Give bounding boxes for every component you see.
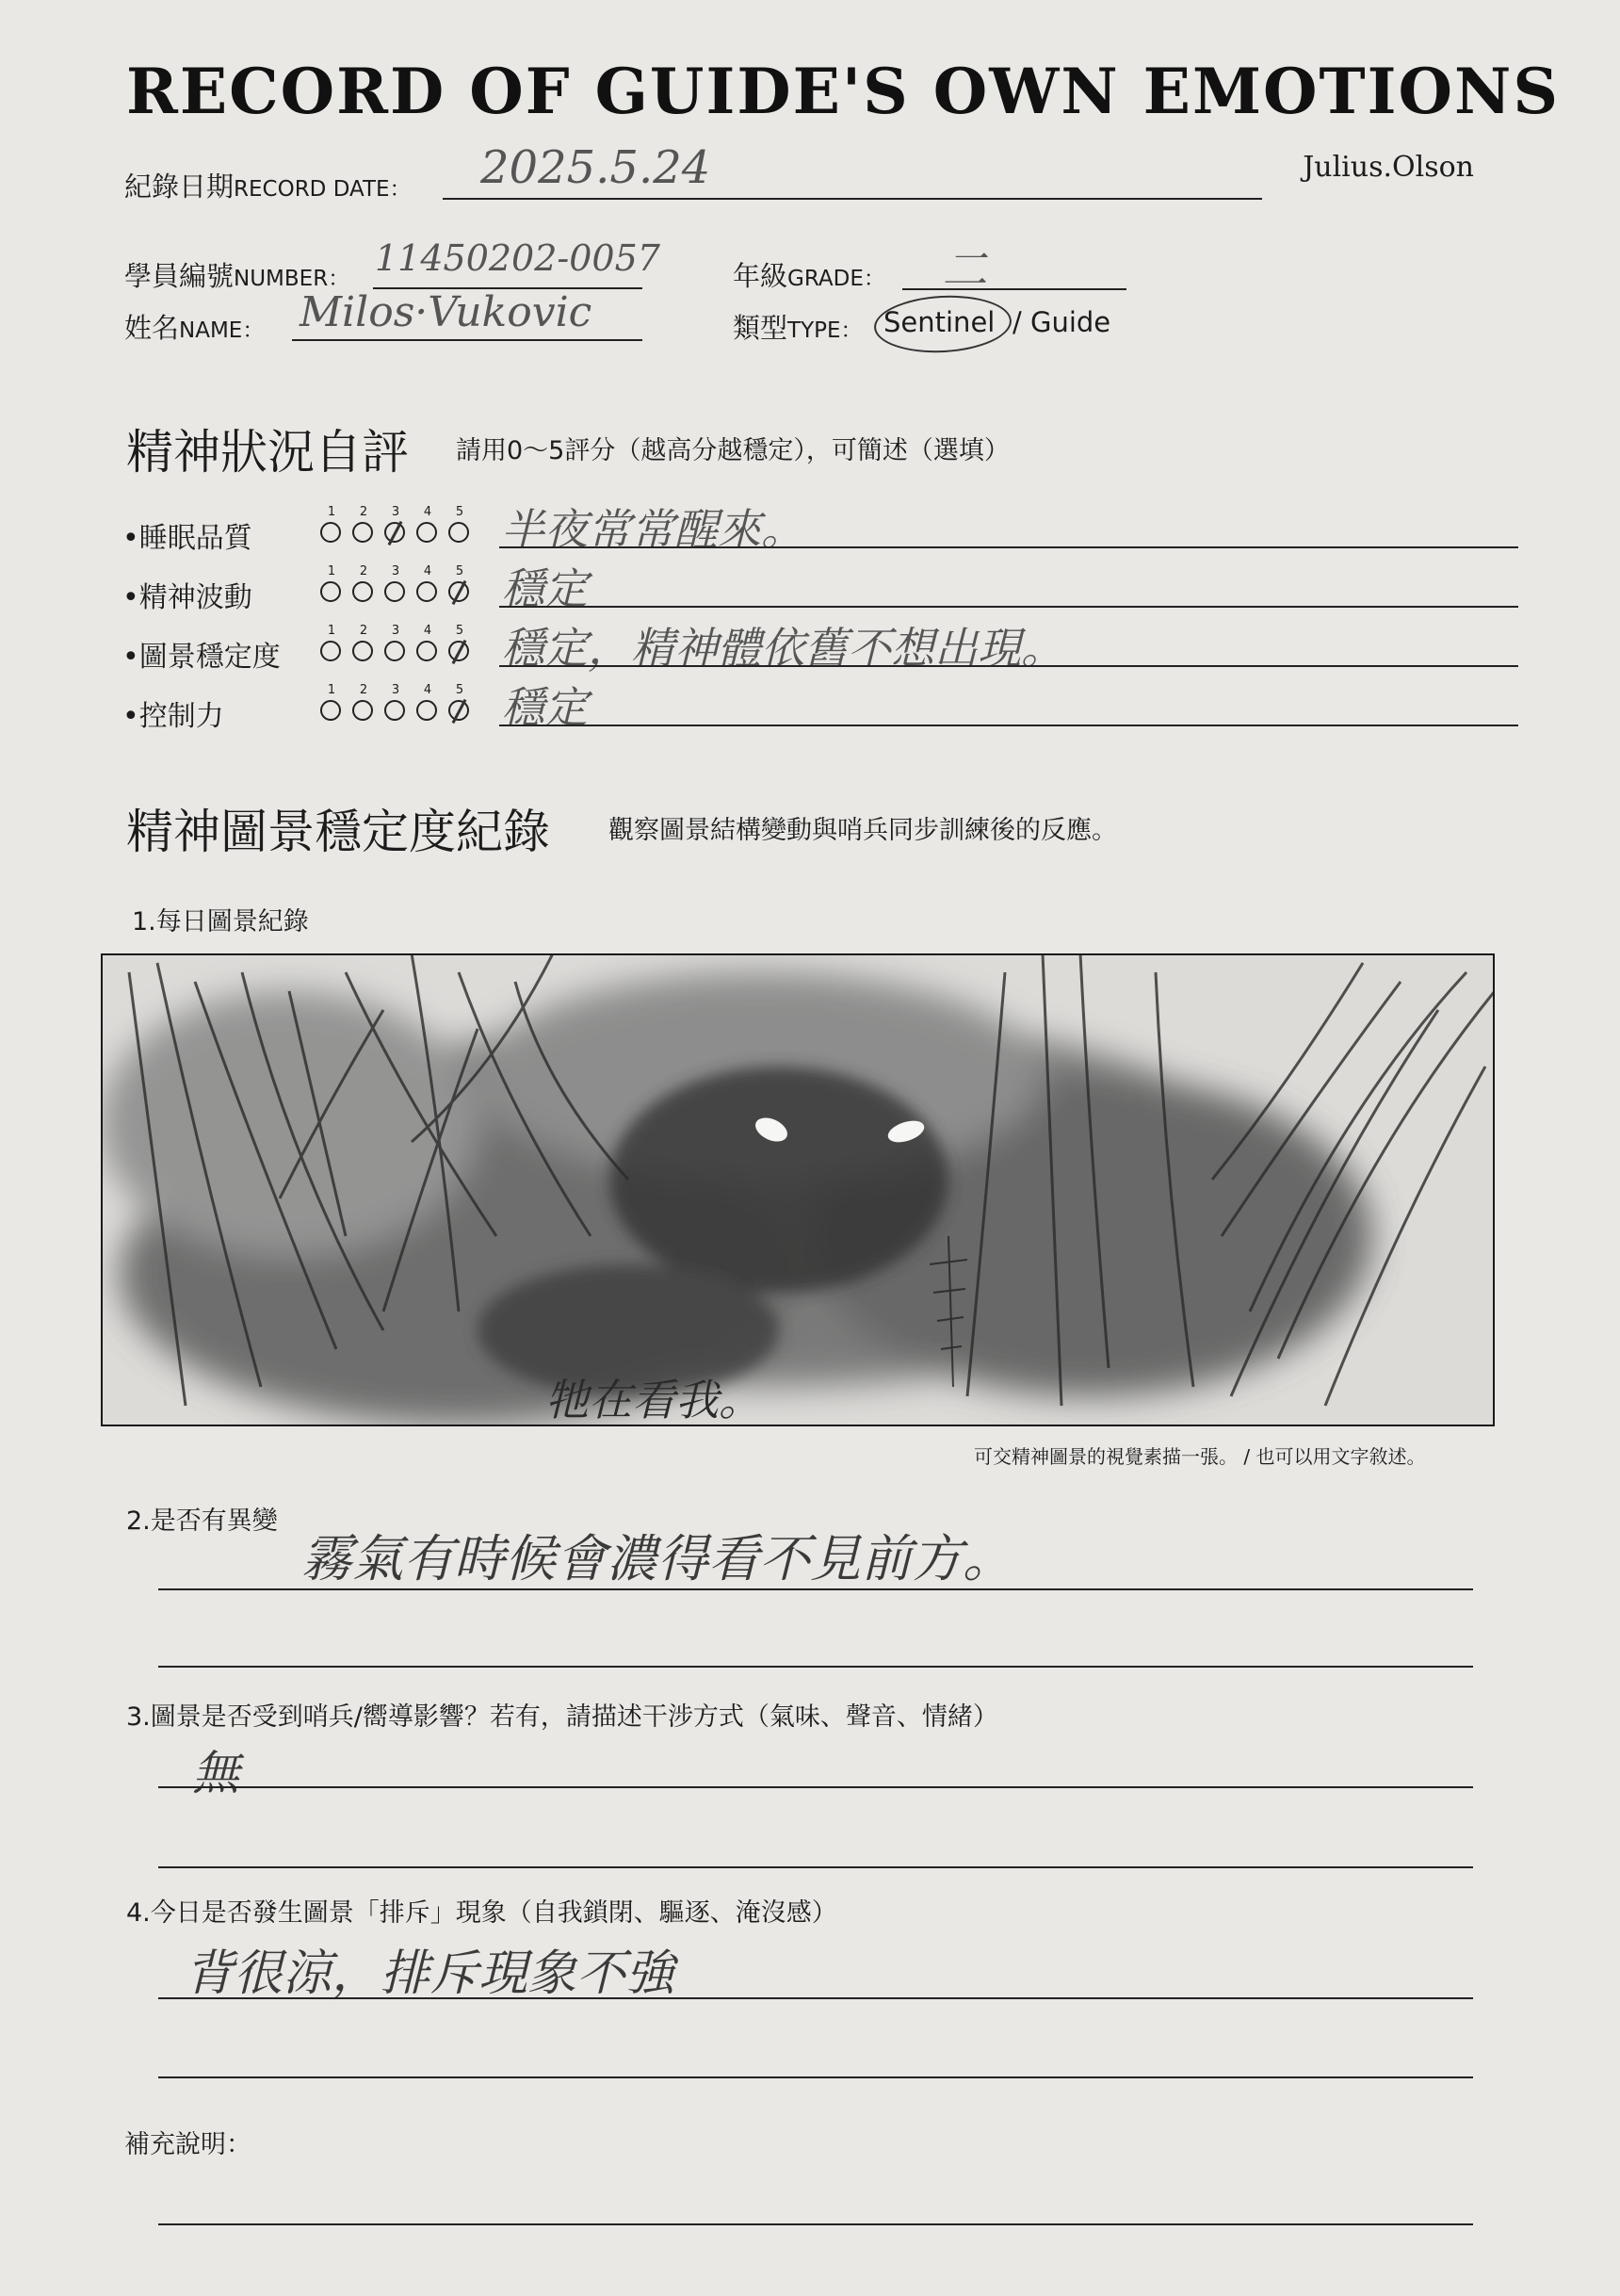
q3-line-2 <box>158 1866 1473 1868</box>
q3-line-1 <box>158 1786 1473 1788</box>
number-value[interactable]: 11450202-0057 <box>375 237 660 279</box>
rating-number: 3 <box>391 683 400 697</box>
eval-row-comment[interactable]: 穩定 <box>501 563 588 614</box>
rating-option[interactable] <box>350 505 377 552</box>
grade-line <box>902 288 1126 290</box>
q4-line-2 <box>158 2076 1473 2078</box>
rating-number: 3 <box>391 505 400 519</box>
rating-option[interactable] <box>414 564 441 611</box>
rating-option[interactable] <box>382 564 409 611</box>
rating-option[interactable] <box>446 683 473 730</box>
rating-circle[interactable] <box>448 522 469 543</box>
type-selected-circle <box>873 292 1013 356</box>
rating-circle[interactable] <box>416 641 437 661</box>
rating-circle[interactable] <box>320 641 341 661</box>
rating-option[interactable] <box>318 683 345 730</box>
rating-number: 5 <box>455 564 464 578</box>
eval-row-comment[interactable]: 半夜常常醒來。 <box>501 504 804 555</box>
record-date-label: 紀錄日期RECORD DATE： <box>124 171 412 203</box>
rating-circle[interactable] <box>352 581 373 602</box>
q1-label: 1.每日圖景紀錄 <box>132 907 309 936</box>
name-label: 姓名NAME： <box>124 312 265 344</box>
rating-option[interactable] <box>414 683 441 730</box>
rating-number: 2 <box>359 564 368 578</box>
type-option-sentinel[interactable]: Sentinel <box>883 306 996 338</box>
self-eval-heading: 精神狀況自評 <box>126 425 409 480</box>
landscape-note: 觀察圖景結構變動與哨兵同步訓練後的反應。 <box>608 816 1117 845</box>
rating-number: 3 <box>391 624 400 638</box>
rating-option[interactable] <box>446 624 473 671</box>
rating-scale <box>318 624 473 671</box>
rating-circle[interactable] <box>352 700 373 721</box>
rating-number: 4 <box>423 624 432 638</box>
rating-number: 3 <box>391 564 400 578</box>
rating-circle[interactable] <box>416 581 437 602</box>
rating-number: 1 <box>327 683 336 697</box>
number-label: 學員編號NUMBER： <box>124 260 350 292</box>
eval-row-label: •睡眠品質 <box>122 522 252 555</box>
rating-number: 4 <box>423 683 432 697</box>
rating-number: 4 <box>423 564 432 578</box>
rating-circle-marked[interactable] <box>448 581 469 602</box>
q3-answer[interactable]: 無 <box>192 1746 239 1800</box>
rating-option[interactable] <box>446 564 473 611</box>
rating-option[interactable] <box>382 683 409 730</box>
sketch-caption-note: 可交精神圖景的視覺素描一張。 / 也可以用文字敘述。 <box>974 1445 1426 1468</box>
rating-circle[interactable] <box>320 581 341 602</box>
eval-row-label: •圖景穩定度 <box>122 641 281 674</box>
q2-line-2 <box>158 1666 1473 1668</box>
eval-row-comment[interactable]: 穩定，精神體依舊不想出現。 <box>501 623 1064 674</box>
rating-number: 2 <box>359 683 368 697</box>
rating-option[interactable] <box>414 505 441 552</box>
rating-circle-marked[interactable] <box>448 641 469 661</box>
q2-line-1 <box>158 1588 1473 1590</box>
rating-number: 1 <box>327 624 336 638</box>
grade-value[interactable]: 二 <box>942 244 988 297</box>
name-value[interactable]: Milos·Vukovic <box>300 288 592 336</box>
form-title: RECORD OF GUIDE'S OWN EMOTIONS <box>126 55 1560 128</box>
landscape-sketch[interactable] <box>101 953 1495 1426</box>
eval-row-line <box>499 546 1518 548</box>
rating-number: 5 <box>455 624 464 638</box>
rating-option[interactable] <box>318 624 345 671</box>
eval-row-line <box>499 606 1518 608</box>
rating-number: 5 <box>455 683 464 697</box>
rating-circle[interactable] <box>384 581 405 602</box>
rating-number: 2 <box>359 505 368 519</box>
rating-circle-marked[interactable] <box>384 522 405 543</box>
rating-number: 4 <box>423 505 432 519</box>
q3-label: 3.圖景是否受到哨兵/嚮導影響？若有，請描述干涉方式（氣味、聲音、情緒） <box>126 1702 998 1732</box>
rating-circle-marked[interactable] <box>448 700 469 721</box>
rating-circle[interactable] <box>384 700 405 721</box>
q4-answer[interactable]: 背很涼，排斥現象不強 <box>185 1946 675 2002</box>
q2-answer[interactable]: 霧氣有時候會濃得看不見前方。 <box>301 1529 1013 1588</box>
rating-circle[interactable] <box>320 522 341 543</box>
q2-label: 2.是否有異變 <box>126 1506 278 1536</box>
rating-option[interactable] <box>350 683 377 730</box>
rating-option[interactable] <box>446 505 473 552</box>
rating-scale <box>318 505 473 552</box>
eval-row-label: •精神波動 <box>122 581 252 614</box>
rating-scale <box>318 683 473 730</box>
eval-row-line <box>499 665 1518 667</box>
eval-row-line <box>499 725 1518 726</box>
supplement-line[interactable] <box>158 2223 1473 2225</box>
rating-circle[interactable] <box>416 700 437 721</box>
sketch-caption: 牠在看我。 <box>545 1375 762 1425</box>
rating-option[interactable] <box>382 624 409 671</box>
rating-circle[interactable] <box>416 522 437 543</box>
rating-option[interactable] <box>350 624 377 671</box>
q4-line-1 <box>158 1997 1473 1999</box>
type-label: 類型TYPE： <box>733 312 863 344</box>
rating-number: 1 <box>327 564 336 578</box>
rating-option[interactable] <box>350 564 377 611</box>
rating-number: 2 <box>359 624 368 638</box>
type-option-guide[interactable]: / Guide <box>1012 306 1111 338</box>
record-date-line <box>443 198 1262 200</box>
q4-label: 4.今日是否發生圖景「排斥」現象（自我鎖閉、驅逐、淹沒感） <box>126 1898 837 1928</box>
rating-circle[interactable] <box>320 700 341 721</box>
rating-number: 1 <box>327 505 336 519</box>
rating-option[interactable] <box>382 505 409 552</box>
rating-circle[interactable] <box>384 641 405 661</box>
rating-scale <box>318 564 473 611</box>
name-line <box>292 339 642 341</box>
rating-number: 5 <box>455 505 464 519</box>
rating-option[interactable] <box>318 505 345 552</box>
self-eval-note: 請用0～5評分（越高分越穩定），可簡述（選填） <box>456 436 1010 465</box>
rating-circle[interactable] <box>352 641 373 661</box>
eval-row-comment[interactable]: 穩定 <box>501 682 588 733</box>
supplement-label: 補充說明： <box>124 2130 251 2159</box>
landscape-heading: 精神圖景穩定度紀錄 <box>126 805 550 859</box>
record-date-value[interactable]: 2025.5.24 <box>480 141 711 194</box>
grade-label: 年級GRADE： <box>733 260 885 292</box>
eval-row-label: •控制力 <box>122 700 224 733</box>
rating-option[interactable] <box>318 564 345 611</box>
rating-option[interactable] <box>414 624 441 671</box>
rating-circle[interactable] <box>352 522 373 543</box>
author-name: Julius.Olson <box>1303 151 1474 184</box>
